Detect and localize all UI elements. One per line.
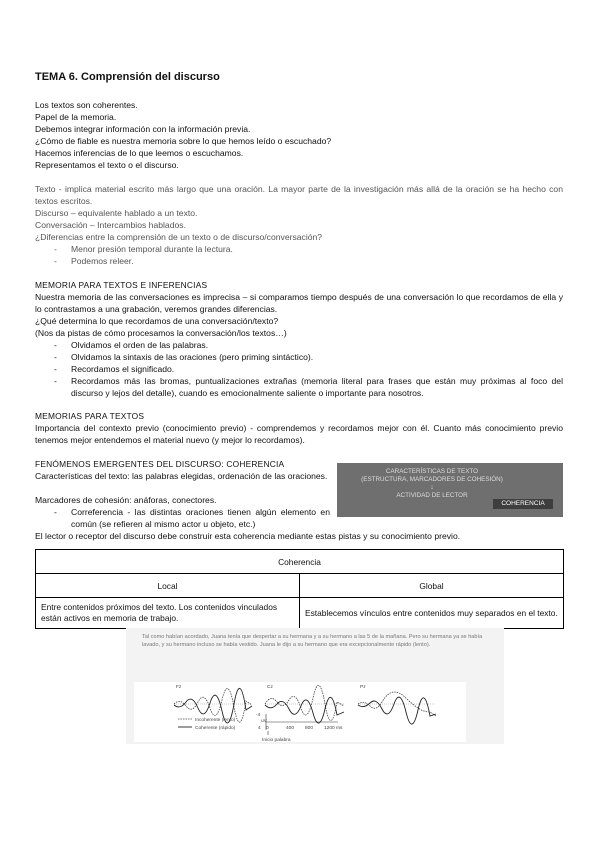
paragraph: El lector o receptor del discurso debe construir esta coherencia mediante estas pistas y su conocimiento previo.: [35, 531, 461, 541]
intro-line: Hacemos inferencias de lo que leemos o escuchamos.: [35, 148, 244, 158]
panel-label-cz: Cz: [267, 685, 273, 690]
list-item: Correferencia - las distintas oraciones tienen algún elemento en común (se refieren al mismo actor u objeto, etc.): [71, 507, 330, 529]
slide-line: (ESTRUCTURA, MARCADORES DE COHESIÓN): [361, 476, 503, 483]
erp-plot: [134, 682, 466, 742]
wave-coherent: [358, 697, 436, 724]
figure-caption: Tal como habían acordado, Juana tenía que despertar a su hermana y a su hermano a las 5 de la mañana. Pero su hermana ya se había lavado, y su hermano incluso se había vestido. Juana le dijo a su hermano que era excepcionalmente rápido (lento).: [142, 634, 483, 648]
scale-bottom: 4: [258, 726, 261, 731]
section-heading: MEMORIA PARA TEXTOS E INFERENCIAS: [35, 280, 208, 290]
paragraph: Importancia del contexto previo (conocimiento previo) - comprendemos y recordamos mejor con él. Cuanto más conocimiento previo tenemos mejor entendemos el material nuevo (y mejor lo recordamos).: [35, 423, 563, 445]
slide-line: ACTIVIDAD DE LECTOR: [396, 492, 468, 499]
intro-line: Debemos integrar información con la información previa.: [35, 124, 251, 134]
bullet-dash: -: [54, 256, 57, 266]
coherence-table: [35, 549, 564, 629]
list-item: Olvidamos la sintaxis de las oraciones (pero priming sintáctico).: [71, 352, 314, 362]
paragraph: Marcadores de cohesión: anáforas, conectores.: [35, 495, 217, 505]
panel-label-fz: Fz: [176, 685, 182, 690]
erp-waveforms: [134, 682, 466, 742]
bullet-dash: -: [54, 352, 57, 362]
list-item: Olvidamos el orden de las palabras.: [71, 340, 209, 350]
paragraph: Nuestra memoria de las conversaciones es imprecisa – si comparamos tiempo después de una conversación lo que recordamos de ella y lo contrastamos a una grabación, veremos grandes diferencias.: [35, 292, 563, 314]
tick-label: 1200 ms: [324, 726, 343, 731]
table-col-local: Local: [36, 574, 300, 598]
slide-coherencia-box: COHERENCIA: [493, 499, 553, 509]
legend-incoherent: Incoherente (lento): [195, 718, 236, 723]
definition-conversacion: Conversación – Intercambios hablados.: [35, 220, 186, 230]
list-item: Podemos releer.: [71, 256, 134, 266]
slide-image: [337, 463, 563, 517]
bullet-dash: -: [54, 340, 57, 350]
list-item: Recordamos el significado.: [71, 364, 175, 374]
legend-coherent: Coherente (rápido): [195, 726, 236, 731]
paragraph: Características del texto: las palabras elegidas, ordenación de las oraciones.: [35, 471, 328, 481]
bullet-dash: -: [54, 364, 57, 374]
slide-line: CARACTERÍSTICAS DE TEXTO: [385, 468, 479, 475]
erp-figure: [126, 628, 504, 744]
scale-unit: uV: [261, 719, 267, 724]
definition-discurso: Discurso – equivalente hablado a un texto.: [35, 208, 198, 218]
panel-label-pz: Pz: [360, 685, 366, 690]
bullet-dash: -: [54, 376, 57, 386]
onset-label: Inicio palabra: [262, 738, 291, 742]
table-cell-global: Establecemos vínculos entre contenidos muy separados en el texto.: [300, 598, 564, 629]
tick-label: 800: [305, 726, 314, 731]
table-cell-local: Entre contenidos próximos del texto. Los contenidos vinculados están activos en memoria de trabajo.: [36, 598, 300, 629]
note: (Nos da pistas de cómo procesamos la conversación/los textos…): [35, 328, 287, 338]
section-heading: FENÓMENOS EMERGENTES DEL DISCURSO: COHERENCIA: [35, 459, 285, 469]
intro-line: Papel de la memoria.: [35, 112, 117, 122]
bullet-dash: -: [54, 507, 57, 517]
section-heading: MEMORIAS PARA TEXTOS: [35, 411, 145, 421]
bullet-dash: -: [54, 244, 57, 254]
intro-line: Representamos el texto o el discurso.: [35, 160, 179, 170]
intro-line: ¿Cómo de fiable es nuestra memoria sobre lo que hemos leído o escuchado?: [35, 136, 332, 146]
definition-texto: Texto - implica material escrito más largo que una oración. La mayor parte de la investigación más allá de la oración se ha hecho con textos escritos.: [35, 184, 563, 206]
table-col-global: Global: [300, 574, 564, 598]
definitions-question: ¿Diferencias entre la comprensión de un texto o de discurso/conversación?: [35, 232, 323, 242]
intro-line: Los textos son coherentes.: [35, 100, 138, 110]
tick-label: 400: [286, 726, 295, 731]
list-item: Menor presión temporal durante la lectura.: [71, 244, 233, 254]
scale-top: -4: [256, 713, 261, 718]
tick-label: 0: [266, 726, 269, 731]
table-header: Coherencia: [36, 550, 564, 574]
slide-arrow: ↓: [430, 484, 434, 491]
wave-incoherent: [265, 685, 344, 720]
question: ¿Qué determina lo que recordamos de una conversación/texto?: [35, 316, 279, 326]
list-item: Recordamos más las bromas, puntualizaciones extrañas (memoria literal para frases que están muy próximas al foco del discurso y lejos del detalle), cuando es emocionalmente saliente o importante para nosotros.: [71, 376, 563, 398]
page-title: TEMA 6. Comprensión del discurso: [35, 71, 220, 83]
